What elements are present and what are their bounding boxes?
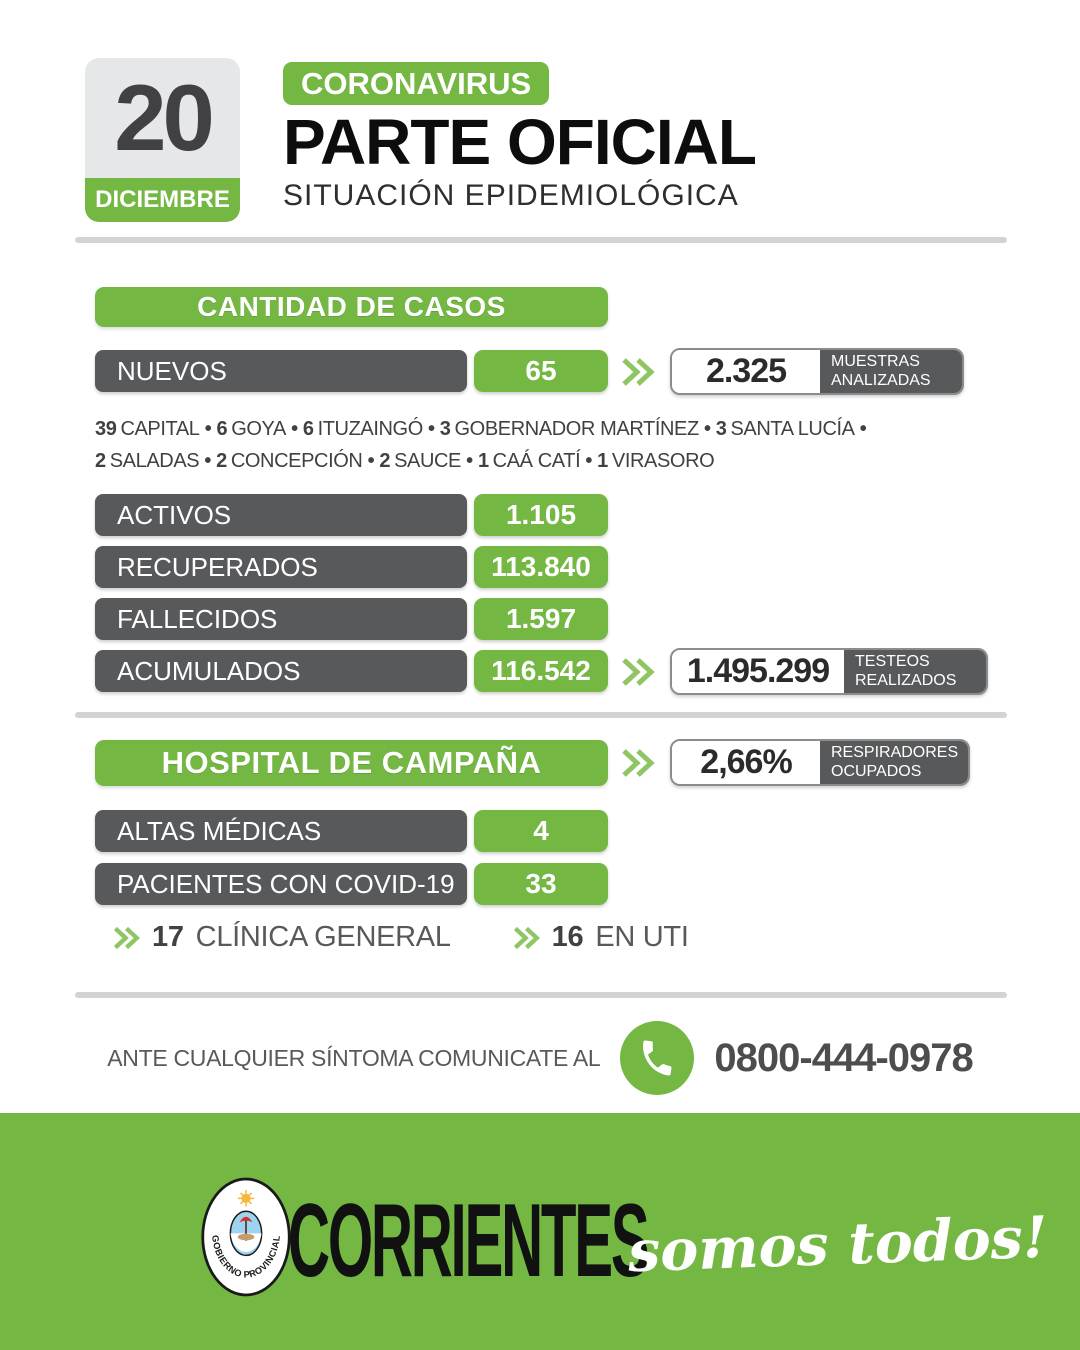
breakdown-item: 1 CAÁ CATÍ • <box>478 450 597 472</box>
contact-message: ANTE CUALQUIER SÍNTOMA COMUNICATE AL <box>107 1044 601 1071</box>
respiradores-label-bottom: OCUPADOS <box>831 762 922 780</box>
divider <box>75 992 1007 998</box>
new-cases-breakdown <box>95 413 943 477</box>
coronavirus-badge: CORONAVIRUS <box>283 62 549 105</box>
nuevos-value: 65 <box>474 350 608 392</box>
nuevos-row <box>95 350 608 392</box>
stat-row <box>95 863 608 905</box>
hospital-stats-list <box>95 810 608 905</box>
divider <box>75 712 1007 718</box>
muestras-callout <box>621 348 964 395</box>
breakdown-item: 6 GOYA • <box>216 418 302 440</box>
chevron-right-icon <box>113 926 140 950</box>
stat-value: 113.840 <box>474 546 608 588</box>
chevron-right-icon <box>621 657 655 687</box>
stat-value: 33 <box>474 863 608 905</box>
contact-phone-number: 0800-444-0978 <box>714 1035 973 1080</box>
breakdown-item: 2 SALADAS • <box>95 450 216 472</box>
breakdown-item: 39 CAPITAL • <box>95 418 216 440</box>
stat-value: 116.542 <box>474 650 608 692</box>
brand-wordmark: CORRIENTES <box>288 1183 648 1299</box>
stat-row <box>95 546 608 588</box>
testeos-label <box>844 650 986 693</box>
hospital-detail-item: 17 CLÍNICA GENERAL <box>113 921 451 954</box>
phone-icon <box>620 1021 694 1095</box>
cases-stats-list <box>95 494 608 692</box>
seal-text: GOBIERNO PROVINCIAL <box>209 1234 282 1280</box>
respiradores-box <box>670 739 970 786</box>
stat-row <box>95 650 608 692</box>
testeos-label-top: TESTEOS <box>855 652 930 670</box>
cases-section-title: CANTIDAD DE CASOS <box>95 287 608 327</box>
stat-label: FALLECIDOS <box>95 598 467 640</box>
header <box>283 62 756 213</box>
footer-banner <box>0 1113 1080 1350</box>
chevron-right-icon <box>621 748 655 778</box>
stat-label: ACUMULADOS <box>95 650 467 692</box>
date-month: DICIEMBRE <box>85 178 240 222</box>
hospital-section-title: HOSPITAL DE CAMPAÑA <box>95 740 608 786</box>
provincial-coat-of-arms <box>200 1175 292 1299</box>
shield <box>230 1211 261 1255</box>
respiradores-value: 2,66% <box>672 741 820 784</box>
hospital-detail-item: 16 EN UTI <box>513 921 689 954</box>
divider <box>75 237 1007 243</box>
testeos-callout <box>621 648 988 695</box>
date-card <box>85 58 240 222</box>
respiradores-label <box>820 741 968 784</box>
stat-row <box>95 810 608 852</box>
stat-label: ALTAS MÉDICAS <box>95 810 467 852</box>
stat-label: PACIENTES CON COVID-19 <box>95 863 467 905</box>
phone-handset-icon <box>634 1034 681 1081</box>
respiradores-callout <box>621 739 970 786</box>
contact-section <box>0 1018 1080 1098</box>
breakdown-item: 2 CONCEPCIÓN • <box>216 450 379 472</box>
stat-row <box>95 494 608 536</box>
breakdown-item: 3 GOBERNADOR MARTÍNEZ • <box>440 418 716 440</box>
stat-label: ACTIVOS <box>95 494 467 536</box>
muestras-label-bottom: ANALIZADAS <box>831 371 931 389</box>
date-day: 20 <box>114 65 211 170</box>
brand-slogan: somos todos! <box>626 1203 1049 1286</box>
breakdown-item: 6 ITUZAINGÓ • <box>303 418 440 440</box>
page-subtitle: SITUACIÓN EPIDEMIOLÓGICA <box>283 179 739 213</box>
stat-label: RECUPERADOS <box>95 546 467 588</box>
testeos-value: 1.495.299 <box>672 650 844 693</box>
nuevos-label: NUEVOS <box>95 350 467 392</box>
breakdown-item: 3 SANTA LUCÍA • <box>716 418 867 440</box>
testeos-box <box>670 648 988 695</box>
stat-value: 1.597 <box>474 598 608 640</box>
muestras-label-top: MUESTRAS <box>831 352 920 370</box>
stat-row <box>95 598 608 640</box>
breakdown-item: 1 VIRASORO <box>597 450 715 472</box>
muestras-box <box>670 348 964 395</box>
hospital-details <box>113 921 689 954</box>
breakdown-item: 2 SAUCE • <box>379 450 478 472</box>
chevron-right-icon <box>621 357 655 387</box>
muestras-value: 2.325 <box>672 350 820 393</box>
respiradores-label-top: RESPIRADORES <box>831 743 959 761</box>
page-title: PARTE OFICIAL <box>283 106 756 178</box>
stat-value: 4 <box>474 810 608 852</box>
stat-value: 1.105 <box>474 494 608 536</box>
testeos-label-bottom: REALIZADOS <box>855 671 957 689</box>
muestras-label <box>820 350 962 393</box>
chevron-right-icon <box>513 926 540 950</box>
